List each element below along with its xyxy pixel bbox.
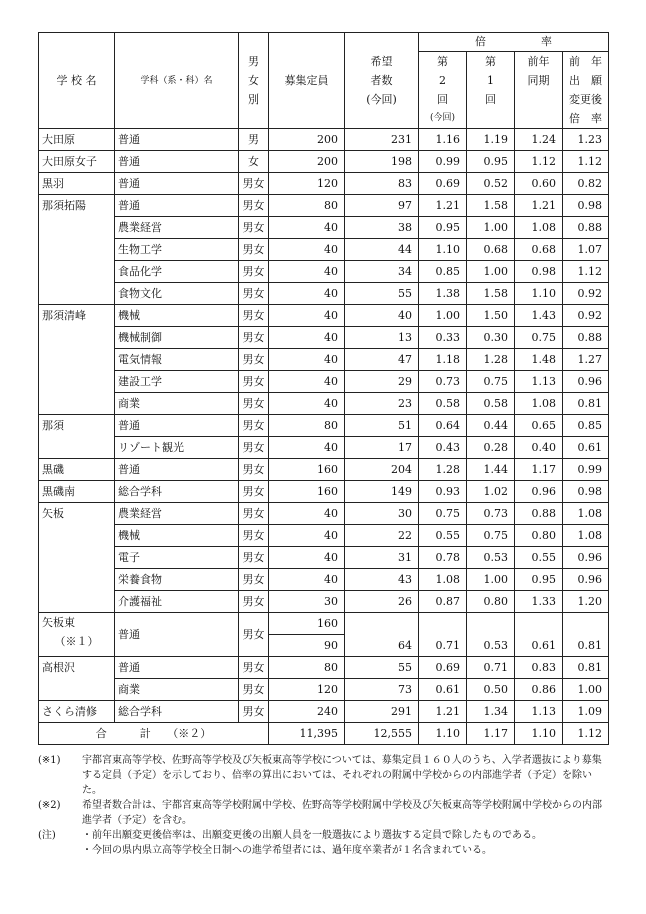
cell-dept: 商業 (115, 393, 239, 415)
cell-r1: 0.69 (419, 173, 467, 195)
cell-r4: 0.81 (563, 635, 609, 657)
cell-r3: 1.13 (515, 701, 563, 723)
table-row (39, 437, 609, 459)
header-capacity: 募集定員 (269, 33, 345, 129)
cell-dept: 食物文化 (115, 283, 239, 305)
cell-r1: 1.10 (419, 239, 467, 261)
table-row (39, 151, 609, 173)
cell-r4: 0.98 (563, 481, 609, 503)
cell-r4: 1.07 (563, 239, 609, 261)
cell-dept: 介護福祉 (115, 591, 239, 613)
cell-cap: 40 (269, 371, 345, 393)
cell-gender: 男女 (239, 327, 269, 349)
cell-app: 31 (345, 547, 419, 569)
table-row (39, 349, 609, 371)
cell-gender: 男女 (239, 283, 269, 305)
cell-r3: 1.17 (515, 459, 563, 481)
cell-app: 22 (345, 525, 419, 547)
cell-dept: 食品化学 (115, 261, 239, 283)
cell-dept: 農業経営 (115, 217, 239, 239)
cell-r4: 1.27 (563, 349, 609, 371)
cell-gender: 男女 (239, 415, 269, 437)
cell-r1: 0.93 (419, 481, 467, 503)
table-row (39, 613, 609, 635)
header-ratio: 倍 率 (419, 33, 609, 52)
cell-r1: 0.95 (419, 217, 467, 239)
cell-r3: 1.43 (515, 305, 563, 327)
note-3: (注) ・前年出願変更後倍率は、出願変更後の出願人員を一般選抜により選抜する定員で除したものである。 (38, 830, 542, 841)
cell-r4: 0.99 (563, 459, 609, 481)
cell-app: 198 (345, 151, 419, 173)
table-row (39, 261, 609, 283)
cell-dept: 普通 (115, 459, 239, 481)
cell-app: 55 (345, 283, 419, 305)
cell-cap: 40 (269, 327, 345, 349)
cell-gender: 男女 (239, 591, 269, 613)
cell-dept: 商業 (115, 679, 239, 701)
cell-cap: 120 (269, 173, 345, 195)
header-round2: 第 2 回 (今回) (419, 52, 467, 129)
table-row (39, 503, 609, 525)
cell-app: 44 (345, 239, 419, 261)
cell-r2: 0.75 (467, 525, 515, 547)
table-row (39, 547, 609, 569)
cell-app: 29 (345, 371, 419, 393)
cell-dept: 普通 (115, 415, 239, 437)
cell-cap: 80 (269, 657, 345, 679)
header-round1: 第 1 回 (467, 52, 515, 129)
cell-app: 34 (345, 261, 419, 283)
cell-r1: 0.64 (419, 415, 467, 437)
table-row (39, 283, 609, 305)
cell-r2 (467, 613, 515, 635)
cell-gender: 男女 (239, 349, 269, 371)
cell-r3: 0.88 (515, 503, 563, 525)
cell-r1: 0.55 (419, 525, 467, 547)
cell-r1: 0.69 (419, 657, 467, 679)
cell-r1: 1.28 (419, 459, 467, 481)
cell-r2: 1.00 (467, 217, 515, 239)
cell-app (345, 613, 419, 635)
cell-r2: 1.58 (467, 283, 515, 305)
table-row (39, 591, 609, 613)
cell-r1: 1.00 (419, 305, 467, 327)
cell-gender: 男女 (239, 305, 269, 327)
cell-app: 40 (345, 305, 419, 327)
school-name: 那須拓陽 (39, 195, 115, 305)
cell-cap: 40 (269, 239, 345, 261)
cell-r2: 1.00 (467, 261, 515, 283)
cell-r1: 1.21 (419, 195, 467, 217)
cell-r2: 0.52 (467, 173, 515, 195)
table-row (39, 371, 609, 393)
note-2: (※2) 希望者数合計は、宇都宮東高等学校附属中学校、佐野高等学校附属中学校及び矢板東高等学校附属中学校からの内部進学者（予定）を含む。 (38, 800, 602, 826)
cell-r3: 1.13 (515, 371, 563, 393)
note-1: (※1) 宇都宮東高等学校、佐野高等学校及び矢板東高等学校については、募集定員１６０人のうち、入学者選抜により募集する定員（予定）を示しており、倍率の算出においては、それぞれの附属中学校からの内部進学者（予定）を除いた。 (38, 755, 602, 796)
cell-r2: 0.80 (467, 591, 515, 613)
table-row (39, 525, 609, 547)
cell-r3: 0.40 (515, 437, 563, 459)
cell-r3: 0.68 (515, 239, 563, 261)
cell-dept: 普通 (115, 195, 239, 217)
cell-r3: 0.55 (515, 547, 563, 569)
cell-r3: 1.21 (515, 195, 563, 217)
cell-r1: 1.08 (419, 569, 467, 591)
cell-r2: 0.73 (467, 503, 515, 525)
cell-r2: 1.58 (467, 195, 515, 217)
cell-r3: 0.98 (515, 261, 563, 283)
cell-app: 23 (345, 393, 419, 415)
cell-app: 291 (345, 701, 419, 723)
cell-r3: 1.10 (515, 283, 563, 305)
cell-r4: 0.96 (563, 371, 609, 393)
header-prev-year: 前年 同期 (515, 52, 563, 129)
cell-r3: 1.08 (515, 393, 563, 415)
cell-r1: 0.73 (419, 371, 467, 393)
cell-r4: 0.92 (563, 305, 609, 327)
school-name: 矢板 (39, 503, 115, 613)
header-prev-changed: 前 年 出 願 変更後 倍 率 (563, 52, 609, 129)
cell-r3: 1.48 (515, 349, 563, 371)
cell-cap: 40 (269, 525, 345, 547)
cell-r1: 0.61 (419, 679, 467, 701)
cell-r2: 1.50 (467, 305, 515, 327)
cell-gender: 女 (239, 151, 269, 173)
cell-r3: 0.75 (515, 327, 563, 349)
cell-r3 (515, 613, 563, 635)
cell-dept: 普通 (115, 613, 239, 657)
cell-r3: 0.95 (515, 569, 563, 591)
cell-r3: 0.83 (515, 657, 563, 679)
cell-r1 (419, 613, 467, 635)
cell-r2: 1.34 (467, 701, 515, 723)
cell-cap: 160 (269, 459, 345, 481)
cell-r2: 0.53 (467, 635, 515, 657)
table-row (39, 129, 609, 151)
cell-r2: 1.19 (467, 129, 515, 151)
cell-gender: 男女 (239, 569, 269, 591)
cell-r4: 1.20 (563, 591, 609, 613)
cell-app: 97 (345, 195, 419, 217)
cell-app: 51 (345, 415, 419, 437)
cell-r3: 0.60 (515, 173, 563, 195)
cell-dept: 電気情報 (115, 349, 239, 371)
cell-r3: 0.65 (515, 415, 563, 437)
document (38, 32, 608, 858)
cell-r2: 0.44 (467, 415, 515, 437)
cell-app: 43 (345, 569, 419, 591)
cell-r2: 0.68 (467, 239, 515, 261)
cell-cap: 40 (269, 503, 345, 525)
cell-gender: 男女 (239, 261, 269, 283)
table-row (39, 327, 609, 349)
table-row (39, 195, 609, 217)
cell-gender: 男女 (239, 547, 269, 569)
cell-r4: 0.96 (563, 547, 609, 569)
cell-r4: 1.09 (563, 701, 609, 723)
cell-dept: リゾート観光 (115, 437, 239, 459)
header-gender: 男 女 別 (239, 33, 269, 129)
total-r2: 1.17 (467, 723, 515, 745)
total-r4: 1.12 (563, 723, 609, 745)
cell-r1: 0.71 (419, 635, 467, 657)
cell-r1: 0.33 (419, 327, 467, 349)
cell-app: 30 (345, 503, 419, 525)
cell-dept: 機械 (115, 305, 239, 327)
cell-r4: 0.98 (563, 195, 609, 217)
cell-r4: 0.96 (563, 569, 609, 591)
school-name (39, 613, 115, 657)
cell-gender: 男女 (239, 657, 269, 679)
total-cap: 11,395 (269, 723, 345, 745)
cell-dept: 建設工学 (115, 371, 239, 393)
table-row (39, 657, 609, 679)
cell-gender: 男女 (239, 481, 269, 503)
table-row (39, 415, 609, 437)
cell-r3: 0.96 (515, 481, 563, 503)
school-note: （※１） (54, 635, 99, 648)
cell-dept: 総合学科 (115, 701, 239, 723)
total-app: 12,555 (345, 723, 419, 745)
cell-app: 73 (345, 679, 419, 701)
cell-dept: 普通 (115, 129, 239, 151)
cell-cap: 40 (269, 393, 345, 415)
cell-r1: 1.18 (419, 349, 467, 371)
school-name: 黒磯南 (39, 481, 115, 503)
header-school: 学 校 名 (39, 33, 115, 129)
table-row (39, 569, 609, 591)
cell-r2: 0.50 (467, 679, 515, 701)
cell-cap: 40 (269, 305, 345, 327)
cell-r1: 0.78 (419, 547, 467, 569)
cell-r4: 0.82 (563, 173, 609, 195)
school-name: 那須 (39, 415, 115, 459)
cell-cap: 80 (269, 415, 345, 437)
cell-app: 26 (345, 591, 419, 613)
cell-r4: 1.08 (563, 525, 609, 547)
cell-r1: 0.58 (419, 393, 467, 415)
cell-gender: 男女 (239, 525, 269, 547)
table-row (39, 217, 609, 239)
cell-app: 55 (345, 657, 419, 679)
cell-cap: 40 (269, 283, 345, 305)
cell-cap: 80 (269, 195, 345, 217)
cell-dept: 農業経営 (115, 503, 239, 525)
table-row (39, 481, 609, 503)
cell-dept: 生物工学 (115, 239, 239, 261)
cell-cap: 160 (269, 613, 345, 635)
cell-dept: 普通 (115, 173, 239, 195)
cell-r4: 0.88 (563, 217, 609, 239)
school-name: さくら清修 (39, 701, 115, 723)
cell-gender: 男女 (239, 503, 269, 525)
cell-gender: 男女 (239, 701, 269, 723)
cell-app: 47 (345, 349, 419, 371)
cell-r3: 1.33 (515, 591, 563, 613)
cell-gender: 男女 (239, 239, 269, 261)
cell-gender: 男女 (239, 613, 269, 657)
cell-r3: 1.12 (515, 151, 563, 173)
cell-app: 17 (345, 437, 419, 459)
table-row (39, 393, 609, 415)
school-name: 大田原 (39, 129, 115, 151)
school-name: 大田原女子 (39, 151, 115, 173)
cell-r2: 1.02 (467, 481, 515, 503)
cell-cap: 240 (269, 701, 345, 723)
cell-r4: 1.00 (563, 679, 609, 701)
total-label: 合 計 （※２） (39, 723, 269, 745)
cell-cap: 40 (269, 437, 345, 459)
cell-cap: 40 (269, 547, 345, 569)
cell-dept: 機械 (115, 525, 239, 547)
cell-r4: 1.12 (563, 261, 609, 283)
cell-dept: 栄養食物 (115, 569, 239, 591)
table-row (39, 173, 609, 195)
school-name: 黒磯 (39, 459, 115, 481)
cell-cap: 30 (269, 591, 345, 613)
cell-cap: 40 (269, 349, 345, 371)
cell-app: 204 (345, 459, 419, 481)
cell-r4: 0.88 (563, 327, 609, 349)
cell-r2: 0.30 (467, 327, 515, 349)
cell-r2: 0.75 (467, 371, 515, 393)
cell-r1: 0.85 (419, 261, 467, 283)
cell-cap: 40 (269, 217, 345, 239)
cell-r2: 0.58 (467, 393, 515, 415)
cell-r3: 1.08 (515, 217, 563, 239)
school-name: 高根沢 (39, 657, 115, 701)
cell-cap: 40 (269, 569, 345, 591)
cell-r3: 1.24 (515, 129, 563, 151)
cell-app: 64 (345, 635, 419, 657)
cell-cap: 40 (269, 261, 345, 283)
cell-r4: 0.81 (563, 393, 609, 415)
cell-r2: 0.53 (467, 547, 515, 569)
school-line: 矢板東 (42, 616, 75, 629)
cell-r1: 0.87 (419, 591, 467, 613)
cell-gender: 男女 (239, 371, 269, 393)
cell-r3: 0.86 (515, 679, 563, 701)
cell-dept: 電子 (115, 547, 239, 569)
header-dept: 学科（系・科）名 (115, 33, 239, 129)
school-name: 黒羽 (39, 173, 115, 195)
cell-cap: 90 (269, 635, 345, 657)
cell-r4: 1.12 (563, 151, 609, 173)
cell-r4: 0.92 (563, 283, 609, 305)
cell-r4 (563, 613, 609, 635)
cell-r2: 0.95 (467, 151, 515, 173)
school-name: 那須清峰 (39, 305, 115, 415)
cell-gender: 男女 (239, 173, 269, 195)
cell-dept: 機械制御 (115, 327, 239, 349)
total-r3: 1.10 (515, 723, 563, 745)
cell-gender: 男女 (239, 393, 269, 415)
cell-gender: 男 (239, 129, 269, 151)
cell-r3: 0.61 (515, 635, 563, 657)
cell-r1: 1.38 (419, 283, 467, 305)
table-row (39, 679, 609, 701)
applicants-table (38, 32, 609, 745)
notes (38, 753, 608, 858)
cell-app: 149 (345, 481, 419, 503)
cell-dept: 普通 (115, 657, 239, 679)
cell-r2: 1.28 (467, 349, 515, 371)
note-4: ・今回の県内県立高等学校全日制への進学希望者には、過年度卒業者が１名含まれている。 (82, 845, 492, 856)
cell-app: 231 (345, 129, 419, 151)
cell-r2: 1.44 (467, 459, 515, 481)
cell-app: 83 (345, 173, 419, 195)
cell-r2: 0.28 (467, 437, 515, 459)
cell-dept: 普通 (115, 151, 239, 173)
cell-r4: 0.81 (563, 657, 609, 679)
cell-r4: 0.85 (563, 415, 609, 437)
cell-r1: 1.21 (419, 701, 467, 723)
cell-gender: 男女 (239, 217, 269, 239)
cell-r4: 0.61 (563, 437, 609, 459)
cell-gender: 男女 (239, 459, 269, 481)
cell-r2: 0.71 (467, 657, 515, 679)
cell-r4: 1.08 (563, 503, 609, 525)
cell-cap: 200 (269, 129, 345, 151)
table-row (39, 239, 609, 261)
cell-r2: 1.00 (467, 569, 515, 591)
cell-r1: 1.16 (419, 129, 467, 151)
table-row (39, 701, 609, 723)
table-row (39, 459, 609, 481)
cell-app: 38 (345, 217, 419, 239)
cell-r3: 0.80 (515, 525, 563, 547)
cell-cap: 120 (269, 679, 345, 701)
cell-gender: 男女 (239, 195, 269, 217)
cell-gender: 男女 (239, 679, 269, 701)
header-applicants: 希望 者数 (今回) (345, 33, 419, 129)
cell-cap: 160 (269, 481, 345, 503)
cell-app: 13 (345, 327, 419, 349)
table-row (39, 305, 609, 327)
cell-r1: 0.43 (419, 437, 467, 459)
total-row (39, 723, 609, 745)
total-r1: 1.10 (419, 723, 467, 745)
cell-r4: 1.23 (563, 129, 609, 151)
cell-r1: 0.99 (419, 151, 467, 173)
cell-dept: 総合学科 (115, 481, 239, 503)
cell-gender: 男女 (239, 437, 269, 459)
cell-cap: 200 (269, 151, 345, 173)
cell-r1: 0.75 (419, 503, 467, 525)
